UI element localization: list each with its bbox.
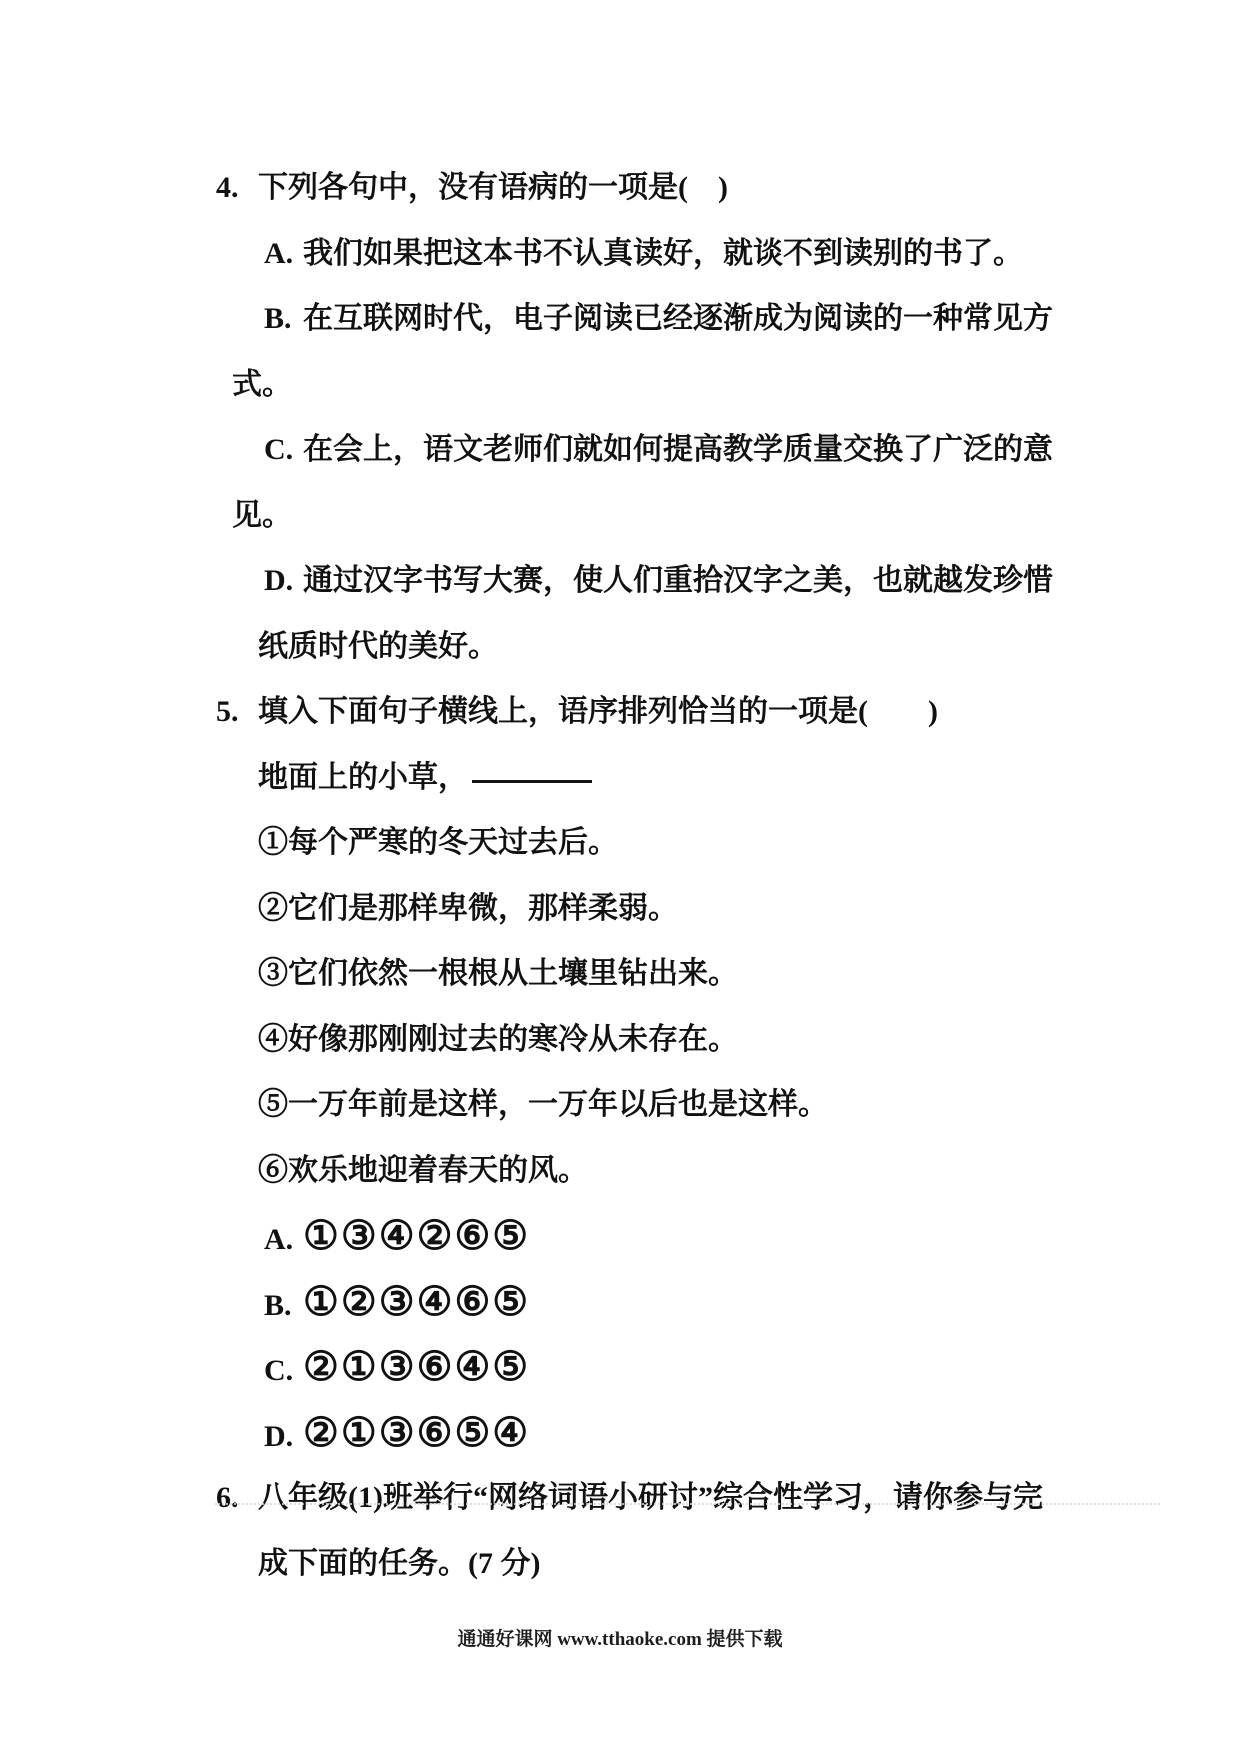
q5-sentence-2: [0, 891, 1240, 957]
q5-option-a-sequence: ①③④②⑥⑤: [303, 1213, 531, 1258]
question-block: [0, 170, 1240, 1611]
q4-option-d-letter: D.: [264, 564, 294, 597]
q5-sentence-6-text: ⑥欢乐地迎着春天的风。: [258, 1153, 588, 1187]
page-footer: [0, 1628, 1240, 1652]
q5-option-c-letter: C.: [264, 1354, 294, 1387]
q4-option-a: [0, 236, 1240, 302]
q5-option-d: [0, 1409, 1240, 1481]
question-5-stem: [0, 694, 1240, 760]
q5-sentence-4: [0, 1022, 1240, 1088]
question-4-number: 4.: [216, 171, 239, 204]
question-4-stem: [0, 170, 1240, 236]
q5-sentence-3-text: ③它们依然一根根从土壤里钻出来。: [258, 957, 738, 990]
q4-option-c-text: 在会上，语文老师们就如何提高教学质量交换了广泛的意: [303, 433, 1053, 466]
q4-option-c: [0, 432, 1240, 498]
q4-option-c-letter: C.: [264, 433, 294, 466]
question-4-stem-text: 下列各句中，没有语病的一项是( ): [258, 171, 728, 204]
q5-option-b-sequence: ①②③④⑥⑤: [303, 1278, 531, 1324]
q4-option-d: [0, 563, 1240, 629]
q4-option-b-continuation: [0, 367, 1240, 433]
q4-option-d-cont-text: 纸质时代的美好。: [258, 629, 498, 663]
q5-option-b-letter: B.: [264, 1288, 292, 1322]
q4-option-d-continuation: [0, 629, 1240, 695]
q4-option-a-letter: A.: [264, 236, 294, 270]
question-5-stem-text: 填入下面句子横线上，语序排列恰当的一项是( ): [258, 695, 938, 728]
question-6-stem: [0, 1480, 1240, 1546]
q5-lead-in: [0, 760, 1240, 826]
q5-option-d-sequence: ②①③⑥⑤④: [303, 1409, 531, 1455]
q5-sentence-1: [0, 825, 1240, 891]
q4-option-b-cont-text: 式。: [232, 367, 292, 401]
q4-option-b-letter: B.: [264, 302, 292, 335]
q4-option-a-text: 我们如果把这本书不认真读好，就谈不到读别的书了。: [303, 236, 1023, 270]
q5-option-c-sequence: ②①③⑥④⑤: [303, 1344, 531, 1389]
q5-sentence-6: [0, 1153, 1240, 1219]
q5-lead-in-text: 地面上的小草，: [258, 760, 468, 794]
q5-option-d-letter: D.: [264, 1419, 294, 1453]
q5-sentence-4-text: ④好像那刚刚过去的寒冷从未存在。: [258, 1022, 738, 1056]
q4-option-d-text: 通过汉字书写大赛，使人们重拾汉字之美，也就越发珍惜: [303, 564, 1053, 597]
q5-option-a-letter: A.: [264, 1223, 294, 1256]
q4-option-c-continuation: [0, 498, 1240, 564]
q5-sentence-1-text: ①每个严寒的冬天过去后。: [258, 826, 618, 859]
question-5-number: 5.: [216, 695, 239, 728]
question-6-number: 6.: [216, 1481, 239, 1514]
q5-option-c: [0, 1344, 1240, 1415]
q5-sentence-2-text: ②它们是那样卑微，那样柔弱。: [258, 891, 678, 925]
q4-option-c-cont-text: 见。: [232, 498, 292, 532]
q5-option-b: [0, 1278, 1240, 1350]
page-footer-text: 通通好课网 www.tthaoke.com 提供下载: [457, 1629, 783, 1650]
q5-option-a: [0, 1213, 1240, 1284]
answer-blank: [472, 776, 592, 783]
question-6-continuation: [0, 1546, 1240, 1612]
q4-option-b: [0, 301, 1240, 367]
q5-sentence-5: [0, 1087, 1240, 1153]
q5-sentence-3: [0, 956, 1240, 1022]
question-6-stem-text: 八年级(1)班举行“网络词语小研讨”综合性学习，请你参与完: [258, 1481, 1043, 1514]
q5-sentence-5-text: ⑤一万年前是这样，一万年以后也是这样。: [258, 1088, 828, 1121]
scan-artifact-line: [215, 1503, 1160, 1505]
question-6-cont-text: 成下面的任务。(7 分): [258, 1546, 541, 1580]
q4-option-b-text: 在互联网时代，电子阅读已经逐渐成为阅读的一种常见方: [303, 302, 1053, 335]
